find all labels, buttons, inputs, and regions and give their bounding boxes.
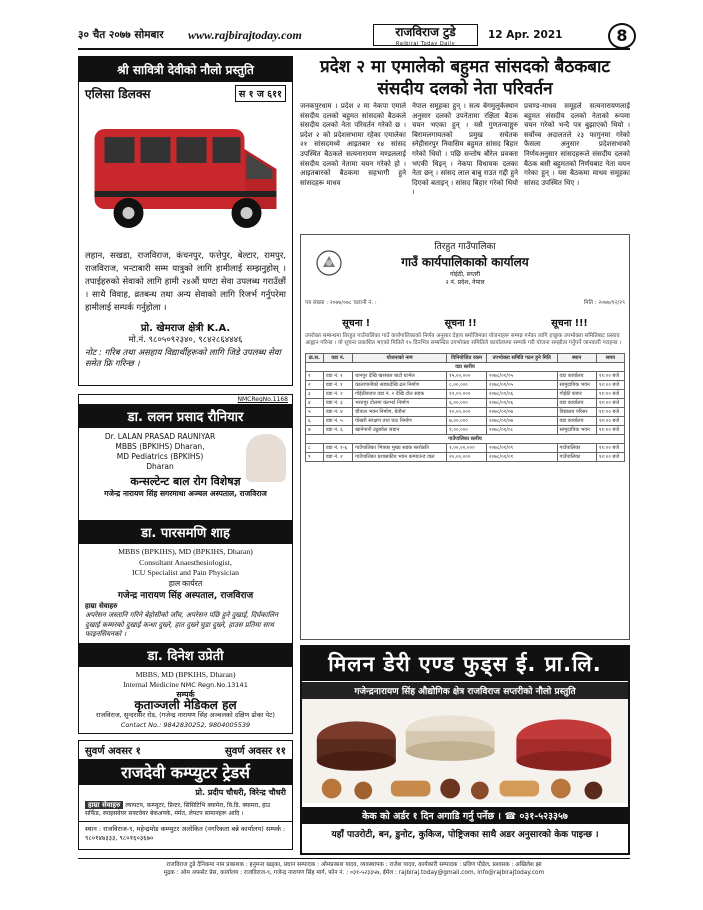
notice-table-row [306, 399, 625, 408]
doctor1-deg1: MBBS (BPKIHS) Dharan, [115, 442, 205, 451]
notice-cell: १२:०० बजे [596, 399, 624, 408]
notice-cell: ११:०० बजे [596, 408, 624, 417]
van-image [85, 109, 288, 239]
doctor3-speciality: Internal Medicine [123, 679, 179, 689]
doctor3-contact-label: सम्पर्क [176, 689, 195, 699]
notice-cell: १ [306, 372, 324, 381]
notice-cell: वडा कार्यालय [557, 417, 596, 426]
notice-cell: भरतपुर टोलमा कल्भर्ट निर्माण [353, 399, 447, 408]
notice-cell: वडा नं. ४ [323, 408, 352, 417]
notice-suchana-1: सूचना ! [342, 318, 371, 329]
notice-col: समय [596, 354, 624, 363]
notice-cell: १२,००,००० [447, 390, 487, 399]
notice-table [305, 353, 625, 462]
doctor2-deg3: ICU Specialist and Pain Physician [132, 568, 239, 577]
cookie [440, 779, 460, 799]
van-window [141, 137, 171, 163]
page-footer [78, 858, 630, 877]
notice-cell: वडा नं. ३ [323, 399, 352, 408]
cookie [354, 782, 372, 800]
doctor2-deg2: Consultant Anaesthesiologist, [139, 557, 232, 567]
notice-cell: गाउँपालिका प्रशासकीय भवन कम्पाउन्ड वाल [353, 453, 447, 462]
notice-cell: ५ [306, 408, 324, 417]
computer-ad-services-text: ल्यापटप, कम्प्युटर, प्रिन्टर, सिसिटिभि क्यामेरा, वि.डि. क्यामरा, हाउ सर्फिङ, स्पाइसवेयर सफ्टवेयर बेकअपके, मर्मत, लेपटप सामानहरू आदि । [85, 802, 271, 817]
masthead-logo-text: राजविराज टुडे [395, 25, 456, 39]
notice-suchana-2: सूचना !! [444, 318, 477, 329]
notice-cell: २०७८/०१/०९ [486, 444, 557, 453]
notice-cell: गोईठी बजार [557, 390, 596, 399]
page-number: 8 [608, 23, 636, 49]
header-website[interactable]: www.rajbirajtoday.com [188, 27, 302, 42]
notice-cell: सामुदायिक भवन [557, 426, 596, 435]
computer-ad-address: स्थान : राजविराज-९, महेन्द्रमोड कम्प्युटर अलोकित (नगरिकता बन्ने कार्यालय) सम्पर्क : ९८०१४७३३३, ९८०१६०३६७० [79, 821, 292, 844]
cookie [585, 782, 603, 800]
notice-cell: ९,००,००० [447, 426, 487, 435]
dairy-ad-order: केक को अर्डर १ दिन अगाडि गर्नु पर्नेछ । ☎ ०३१-५२३३५७ [302, 807, 628, 824]
doctor2-services-title: हाम्रा सेवाहरु [85, 601, 118, 610]
masthead-logo-sub: Rajbiraj Today Daily [395, 41, 456, 47]
van-ad-mobile: मो.नं. ९८०५०९२३४०, ९८४२८६४४४६ [128, 335, 243, 345]
cake [317, 751, 396, 771]
van-ad-note: नोट : गरिब तथा असहाय विद्यार्थीहरूको लागि जिडे उपलब्ध सेवा समेत फ्रि गरिन्छ । [85, 348, 281, 369]
footer-line2: मुद्रक : ओम अफसेट प्रेस, कार्यालय : राजविराज-९, गजेन्द्र नारायण सिंह मार्ग, फोन नं. : ०३१-५२३३५७, ईमेल : rajbiraj.today@gmail.com, info@rajbirajtoday.com [163, 870, 545, 876]
notice-cell: २०,००,००० [447, 453, 487, 462]
computer-ad-prop: प्रो. प्रदीप चौधरी, विरेन्द्र चौधरी [195, 788, 286, 797]
doctor3-contact: Contact No.: 9842830252, 9804005539 [120, 720, 251, 729]
article-col3: प्रचण्ड-माधव समूहले सत्यनारायणलाई बहुमत संसदीय दलको नेताको रूपमा चयन गरेको भन्दै पत्र बुझाएको थियो । सर्वोच्च अदालतले २३ फागुनमा गरेको फैसला अनुसार प्रदेशसभाको निर्णयअनुसार सांसदहरूले संसदीय दलको बैठक बसी बहुमतको निर्णयबाट नेता चयन गरेका हुन् । यस बैठकमा माधव समूहका सांसद उपस्थित थिए । [524, 102, 630, 187]
notice-suchana [305, 316, 625, 329]
notice-office: गाउँ कार्यपालिकाको कार्यालय [401, 255, 529, 269]
notice-cell: वडा नं. ५ [323, 417, 352, 426]
doctor3-nmc: NMC Regn.No.13141 [180, 680, 248, 689]
notice-cell: चौपाल भवन निर्माण, बेतौना [353, 408, 447, 417]
doctor1-deg3: Dharan [146, 462, 174, 471]
nepal-emblem-icon [315, 249, 343, 277]
notice-col: स्थान [557, 354, 596, 363]
notice-cell: ११:०० बजे [596, 390, 624, 399]
notice-cell: गोईठीबजार वडा नं. २ देखि टोल सडक [353, 390, 447, 399]
doctor3-deg1: MBBS, MD (BPKIHS, Dharan) [135, 669, 236, 679]
doctor2-role: हाल कार्यरत [168, 578, 203, 588]
doctor2-title: डा. पारसमणि शाह [79, 520, 292, 544]
footer-line1: राजविराज टुडे दैनिकमा नाम प्रकाशक : हनुमन्त खड्का, प्रधान सम्पादक : ओमप्रकाश यादव, व्यवस्थापक : राजेश यादव, कार्यकारी सम्पादक : प्रविण पौडेल, प्रशासक : अखिलेश झा [166, 862, 542, 868]
notice-cell: ३ [306, 390, 324, 399]
doctor1-title: डा. ललन प्रसाद रौनियार [79, 404, 292, 428]
notice-col: वडा नं. [323, 354, 352, 363]
notice-col: क्र.स. [306, 354, 324, 363]
notice-cell: ७,००,००० [447, 417, 487, 426]
notice-cell: गाउँपालिका [557, 444, 596, 453]
masthead-logo [373, 24, 478, 46]
cake [406, 741, 495, 761]
notice-cell: वडा नं. १-६ [323, 444, 352, 453]
van-ad-row [79, 82, 292, 105]
dairy-ad-sub: गजेन्द्रनारायण सिंह औद्योगिक क्षेत्र राजविराज सप्तरीको नौलो प्रस्तुति [302, 681, 628, 699]
notice-addr2: २ नं. प्रदेश, नेपाल [445, 279, 485, 286]
page-header [78, 22, 630, 50]
van-ad-body: लहान, सखडा, राजविराज, कंचनपुर, फत्तेपुर, बेल्टार, रामपुर, राजविराज, भन्टाबारी सम्म यात्रुको लागि हामीलाई सम्झनुहोस् । तपाईहरुको सेवाको लागि हामी २४औं घण्टा सेवा उपलब्ध गराउँछौं । साथै विवाह, व्रतबन्ध तथा अन्य सेवाको लागि रिजर्भ गर्नुपरेमा हामीलाई सम्पर्क गर्नुहोला । [85, 251, 286, 313]
article-col1: जनकपुरधाम । प्रदेश २ मा नेकपा एमाले संसदीय दलको बहुमत सांसदको बैठकले संसदीय दलको नेता परिवर्तन गरेको छ । प्रदेश २ को प्रदेशसभामा रहेका एमालेका २१ सांसदमध्ये आइतबार १४ सांसद उपस्थित बैठकले सत्यनारायण मण्डललाई संसदीय दलको नेतामा चयन गरेको हो । आइतबारको बैठकमा सहभागी हुने सांसदहरू माधव [300, 102, 406, 187]
notice-cell: ६ [306, 417, 324, 426]
doctor1-name-en: Dr. LALAN PRASAD RAUNIYAR [104, 432, 216, 441]
doctor2-hospital: गजेन्द्र नारायण सिंह अस्पताल, राजविराज [117, 591, 254, 601]
bread [391, 781, 431, 797]
notice-cell: गाउँपालिका [557, 453, 596, 462]
doctor3-block [79, 667, 292, 733]
computer-ad [78, 740, 293, 850]
notice-col: विनियोजित रकम [447, 354, 487, 363]
doctor1-deg2: MD Pediatrics (BPKIHS) [116, 452, 204, 461]
notice-table-header [306, 354, 625, 363]
notice-cell: १०,००,००० [447, 408, 487, 417]
notice-cell: वडा नं. २ [323, 390, 352, 399]
notice-cell: २०७८/०१/०६ [486, 399, 557, 408]
article [300, 102, 630, 228]
van-ad-reg: स १ ज ६११ [235, 85, 286, 102]
doctor1-info [85, 432, 235, 472]
doctor3-title: डा. दिनेश उप्रेती [79, 643, 292, 667]
notice-table-row [306, 417, 625, 426]
notice-col: उपभोक्ता समिति गठन हुने मिति [486, 354, 557, 363]
notice-cell: ४ [306, 399, 324, 408]
notice-cell: कालापानीको सडकदेखि ढल निर्माण [353, 381, 447, 390]
header-date-np: ३० चैत २०७७ सोमबार [78, 29, 164, 41]
notice-section-2: गाउँपालिका स्तरीय [306, 435, 625, 444]
notice-table-row [306, 372, 625, 381]
notice-ref: पत्र संख्या : २०७७/०७८ चलानी नं. : [305, 300, 377, 306]
notice-cell: २०७८/०१/०५ [486, 381, 557, 390]
notice-cell: २०७८/०१/०९ [486, 453, 557, 462]
notice-cell: २०७८/०१/०५ [486, 372, 557, 381]
notice-section-row [306, 435, 625, 444]
notice-cell: विद्यालय परिसर [557, 408, 596, 417]
notice-cell: ११:०० बजे [596, 426, 624, 435]
notice-cell: १२:०० बजे [596, 381, 624, 390]
notice-cell: वडा नं. १ [323, 372, 352, 381]
notice-table-row [306, 381, 625, 390]
computer-ad-name: राजदेवी कम्प्युटर ट्रेडर्स [79, 759, 292, 785]
notice-cell: ८ [306, 444, 324, 453]
header-date-en: 12 Apr. 2021 [488, 29, 563, 41]
computer-ad-services [79, 800, 292, 819]
notice-cell: वडा कार्यालय [557, 372, 596, 381]
dairy-ad [300, 645, 630, 855]
doctor1-speciality: कन्सल्टेन्ट बाल रोग विशेषज्ञ [130, 475, 241, 488]
doctor3-deg2 [85, 680, 286, 690]
notice-table-row [306, 426, 625, 435]
notice-cell: २०७८/०१/०७ [486, 417, 557, 426]
dairy-ad-name: मिलन डेरी एण्ड फुड्स ई. प्रा.लि. [302, 647, 628, 681]
van-ad-name: एलिसा डिलक्स [85, 87, 151, 101]
cookie [322, 779, 342, 799]
notice-section-1: वडा स्तरीय [306, 363, 625, 372]
notice-cell: वडा कार्यालय [557, 399, 596, 408]
notice-table-row [306, 390, 625, 399]
notice-cell: ८,००,००० [447, 381, 487, 390]
doctor1-hospital: गजेन्द्र नारायण सिंह सगरमाथा अञ्चल अस्पताल, राजविराज [104, 489, 267, 498]
doctor3-addr: राजविराज, सुन्दरासर रोड, (गजेन्द्र नारायण सिंह अञ्चलको दक्षिण ढोका पेट) [96, 710, 275, 719]
notice-cell: ११:०० बजे [596, 372, 624, 381]
van-hubcap [123, 207, 135, 219]
notice-cell: १२:०० बजे [596, 417, 624, 426]
van-ad-title: श्री सावित्री देवीको नौलो प्रस्तुति [79, 57, 292, 82]
cake [516, 751, 611, 771]
notice-cell: ६,००,००० [447, 399, 487, 408]
notice-date: मिति : २०७७/१२/२९ [583, 300, 625, 306]
bread [500, 781, 540, 797]
notice-intro: उपरोक्त सम्बन्धमा तिरहुत गाउँपालिका गाउँ कार्यपालिकाको निर्णय अनुसार देहाय बमोजिमका योजनाहरू सम्पन्न गर्नका लागि इच्छुक उपभोक्ता समितिबाट प्रस्ताव आह्वान गरिन्छ । यो सूचना प्रकाशित भएको मितिले १५ दिनभित्र सम्बन्धित उपभोक्ता समितिले कार्यालयमा सम्पर्क गरी योजना सम्झौता गर्नुपर्ने जानकारी गराइन्छ । [305, 333, 622, 347]
notice-cell: धानपुर देखि खरसाल बाटो ग्राभेल [353, 372, 447, 381]
notice-section-row [306, 363, 625, 372]
computer-ad-services-title: हाम्रा सेवाहरु [85, 801, 123, 809]
cookie [551, 779, 571, 799]
notice-cell: खानेपानी ट्युबवेल जडान [353, 426, 447, 435]
van-hubcap [241, 207, 253, 219]
notice-meta [305, 298, 625, 306]
baby-photo [246, 434, 286, 482]
notice-cell: ९ [306, 453, 324, 462]
notice-cell: पोखरी संरक्षण तथा घाट निर्माण [353, 417, 447, 426]
notice-cell: २ [306, 381, 324, 390]
van-window [213, 137, 241, 163]
computer-ad-tag-right: सुवर्ण अवसर ११ [225, 746, 286, 757]
van-window [105, 137, 135, 163]
doctor1-block [79, 428, 292, 520]
notice-cell: २०७८/०१/०८ [486, 426, 557, 435]
notice-cell: १,००,००,००० [447, 444, 487, 453]
computer-ad-tags [79, 741, 292, 759]
notice-cell: वडा नं. ६ [323, 426, 352, 435]
cakes-image [302, 699, 628, 803]
van-ad-person: प्रो. खेमराज क्षेत्री K.A. [140, 323, 231, 334]
notice-suchana-3: सूचना !!! [551, 318, 588, 329]
notice-cell: ७ [306, 426, 324, 435]
doctor3-clinic: कृताञ्जली मेडिकल हल [134, 697, 237, 712]
notice-cell: वडा नं. १ [323, 381, 352, 390]
notice-cell: २०७८/०१/०६ [486, 390, 557, 399]
notice-table-row [306, 408, 625, 417]
notice-cell: १५,००,००० [447, 372, 487, 381]
van-ad [78, 56, 293, 386]
notice-cell: २०७८/०१/०७ [486, 408, 557, 417]
notice-table-row [306, 444, 625, 453]
notice-col: योजनाको नाम [353, 354, 447, 363]
notice-cell: सामुदायिक भवन [557, 381, 596, 390]
notice-cell: वडा नं. २ [323, 453, 352, 462]
van-window [177, 137, 207, 163]
doctor2-block [79, 544, 292, 643]
van-bumper [95, 191, 277, 197]
doctors-ad [78, 394, 293, 734]
notice-table-row [306, 453, 625, 462]
dairy-ad-products: यहाँ पाउरोटी, बन, डुनोट, कुकिज, पोष्ट्रिजका साथै अडर अनुसारको केक पाइन्छ । [331, 830, 599, 840]
notice-cell: ११:०० बजे [596, 444, 624, 453]
notice-municipality: तिरहुत गाउँपालिका [434, 242, 496, 252]
article-col2: नेपाल समूहका हुन् । सत्य बेगमुलुकेस्थान अनुसार दलको उपनेतामा रक्षिता बैठक चयन भएका हुन् । यसै गुणतन्वाङ्गुरु बिरामलगायतको प्रमुख सचेतक स्नेहीसरपुर निवासिम बहुमत सांसद बिहार गरेको थियो । पछि सन्तोष बौरेल प्रवक्ता भएकी थिइन् । नेकपा विधायक दलका नेता छन् । सांसद लाल बाबु राउत गद्दी हुने दिएको बताइन् । सांसद बिहार गरेको थियो । [412, 102, 518, 197]
notice-cell: १२:०० बजे [596, 453, 624, 462]
computer-ad-tag-left: सुवर्ण अवसर १ [85, 746, 141, 757]
doctor2-deg1: MBBS (BPKIHS), MD (BPKIHS, Dharan) [118, 547, 253, 556]
municipality-notice [300, 234, 630, 640]
notice-cell: गाउँपालिका भित्रका मुख्य सडक स्तरोन्नति [353, 444, 447, 453]
nmc-reg: NMCRegNo.1168 [237, 396, 288, 403]
cookie [471, 782, 489, 800]
notice-addr1: गोईठी, सप्तरी [449, 271, 481, 278]
doctor2-services: अपरेसन जस्तानि गरिने बेहोसीको जाँच, अपरेसन पछि हुने दुखाई, दिर्घकालिन दुखाई कम्मरको दुखाई कन्धा दुख्ने, हात दुख्ने घुडा दुख्ने, हाउस प्रतिमा साथ फाइनसियनको । [85, 611, 279, 638]
headline: प्रदेश २ मा एमालेको बहुमत सांसदको बैठकबाट संसदीय दलको नेता परिवर्तन [320, 57, 610, 99]
